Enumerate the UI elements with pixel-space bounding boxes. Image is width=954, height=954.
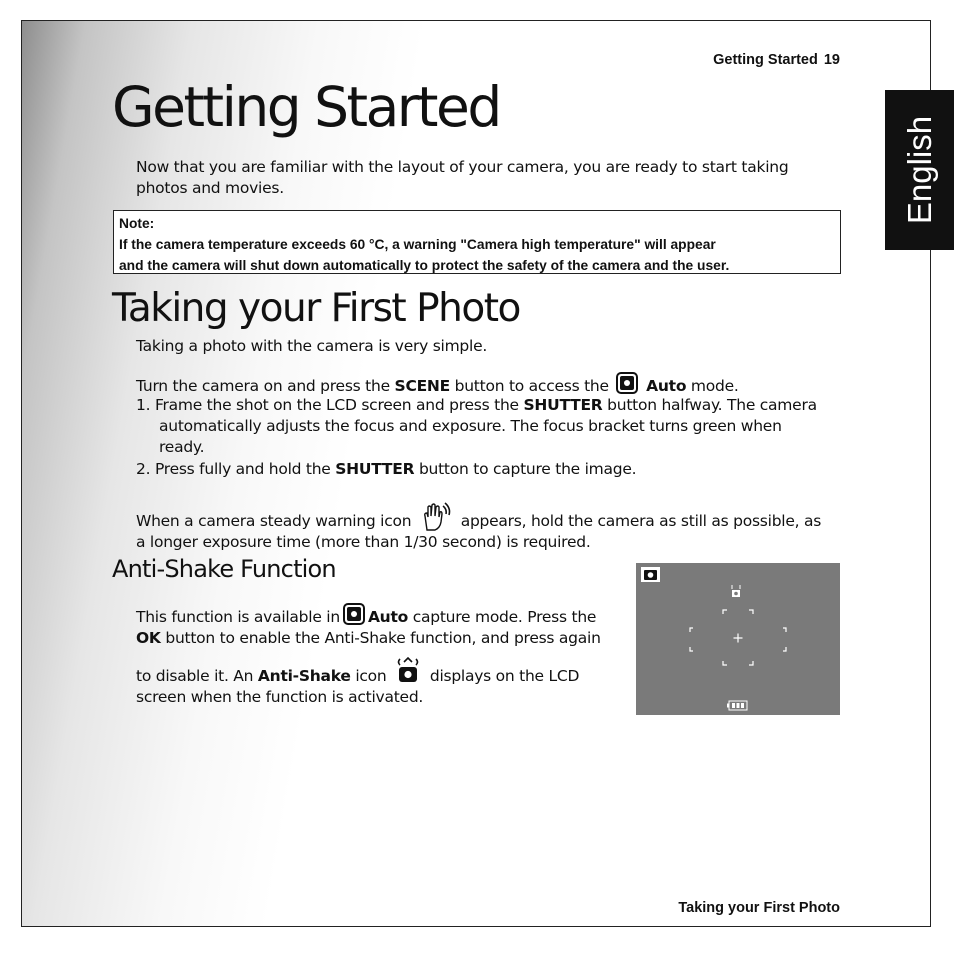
lcd-battery-icon (727, 701, 747, 710)
auto-mode-camera-icon (616, 372, 638, 394)
note-line-1: If the camera temperature exceeds 60 °C, a warning "Camera high temperature" will appear (119, 237, 716, 252)
note-box (113, 210, 841, 274)
step-1-text-end: button halfway. The camera (602, 396, 817, 414)
scene-button-name: SCENE (394, 377, 450, 395)
simple-paragraph: Taking a photo with the camera is very simple. (136, 337, 488, 355)
subsection-title: Anti-Shake Function (112, 555, 336, 583)
intro-line-2: photos and movies. (136, 179, 284, 197)
camera-steady-hand-icon (419, 502, 453, 532)
antishake-text-1: This function is available in (136, 608, 340, 626)
note-label: Note: (119, 216, 155, 231)
antishake-text-3-mid: icon (350, 667, 387, 685)
turn-on-text-mid: button to access the (449, 377, 614, 395)
antishake-name: Anti-Shake (257, 667, 351, 685)
shutter-button-name: SHUTTER (523, 396, 603, 414)
antishake-paragraph (136, 603, 601, 708)
lcd-center-crosshair (734, 634, 743, 643)
page-title: Getting Started (112, 75, 500, 139)
lcd-camera-mode-icon (641, 567, 660, 582)
header-section: Getting Started (713, 52, 818, 68)
step-1-line-2: automatically adjusts the focus and exposure. The focus bracket turns green when (159, 417, 782, 435)
note-line-2: and the camera will shut down automatically to protect the safety of the camera and the user. (119, 258, 730, 273)
warning-text-end: appears, hold the camera as still as possible, as (460, 512, 822, 530)
step-2-text-end: button to capture the image. (414, 460, 637, 478)
auto-mode-name-2: Auto (367, 608, 409, 626)
auto-mode-camera-icon-2 (343, 603, 365, 625)
step-1-line-3: ready. (159, 438, 205, 456)
auto-mode-name: Auto (646, 377, 687, 395)
lcd-screen-illustration (636, 563, 840, 715)
lcd-screen-graphics (636, 563, 840, 715)
intro-paragraph (136, 157, 788, 199)
running-header (713, 52, 840, 68)
antishake-text-3-end: displays on the LCD (429, 667, 580, 685)
antishake-text-3: to disable it. An (136, 667, 258, 685)
antishake-text-2: button to enable the Anti-Shake function, and press again (160, 629, 601, 647)
warning-paragraph (136, 502, 821, 553)
step-2 (136, 459, 636, 480)
running-footer: Taking your First Photo (678, 900, 840, 916)
warning-line-2: a longer exposure time (more than 1/30 second) is required. (136, 533, 591, 551)
ok-button-name: OK (136, 629, 161, 647)
turn-on-paragraph (136, 372, 739, 397)
turn-on-text: Turn the camera on and press the (136, 377, 395, 395)
antishake-text-1-end: capture mode. Press the (408, 608, 597, 626)
shutter-button-name-2: SHUTTER (335, 460, 415, 478)
warning-text: When a camera steady warning icon (136, 512, 412, 530)
step-1-text: 1. Frame the shot on the LCD screen and press the (136, 396, 524, 414)
lcd-anti-shake-icon (732, 585, 740, 597)
language-tab (885, 90, 954, 250)
antishake-line-4: screen when the function is activated. (136, 688, 424, 706)
turn-on-text-end: mode. (686, 377, 739, 395)
page-number: 19 (823, 52, 840, 68)
intro-line-1: Now that you are familiar with the layout of your camera, you are ready to start taking (136, 158, 789, 176)
anti-shake-icon (394, 657, 422, 685)
step-1 (136, 395, 817, 458)
step-2-text: 2. Press fully and hold the (136, 460, 336, 478)
language-tab-label: English (900, 115, 938, 225)
section-title: Taking your First Photo (112, 286, 520, 331)
